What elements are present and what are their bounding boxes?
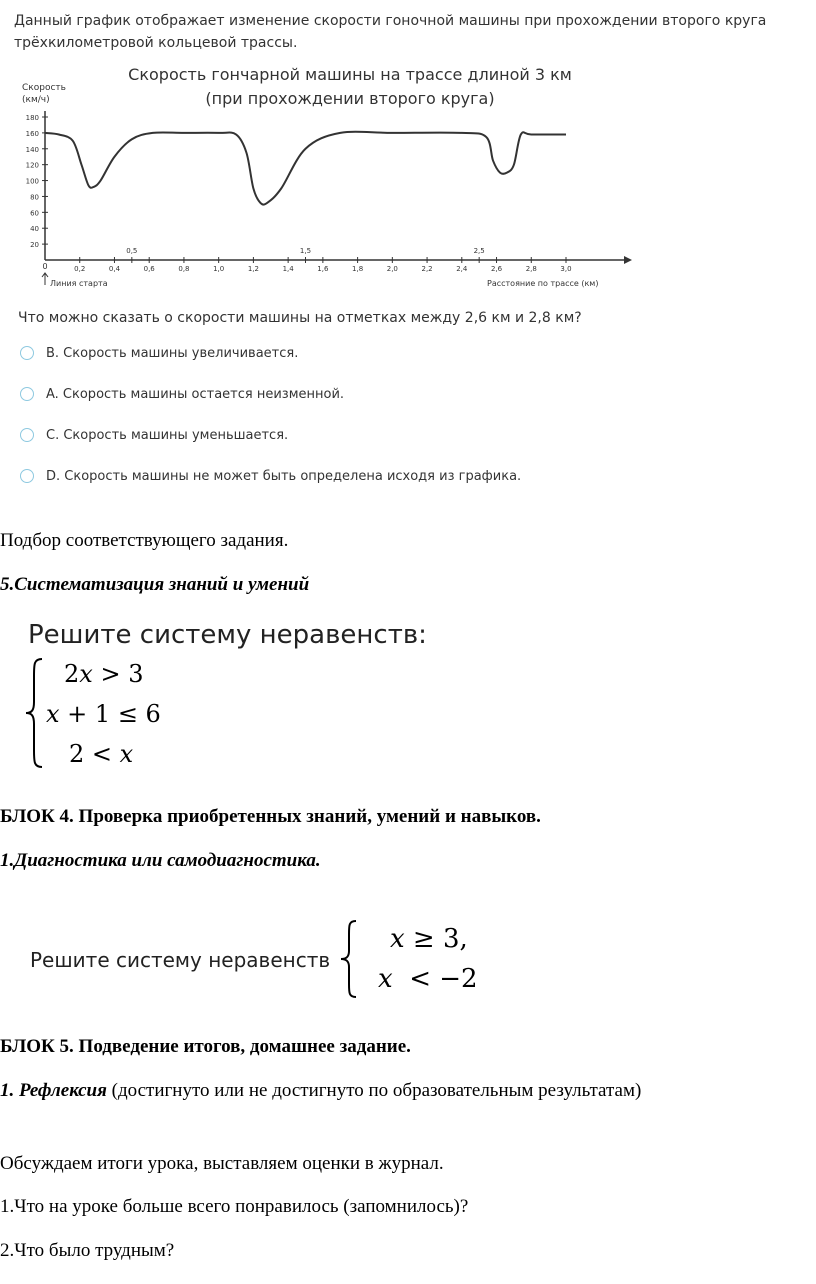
x-tick-label: 2,8 xyxy=(525,265,537,273)
task2-inequality-2: x < −2 xyxy=(378,964,478,994)
x-tick-label: 0,6 xyxy=(143,265,155,273)
x-tick-label: 1,2 xyxy=(247,265,259,273)
x-tick-label: 2,4 xyxy=(456,265,468,273)
task1-inequality-3: 2 < x xyxy=(69,740,134,768)
task1-inequality-1: 2x > 3 xyxy=(64,660,144,688)
radio-icon[interactable] xyxy=(20,469,34,483)
reflection-paragraph xyxy=(0,1076,760,1105)
x-tick-labels xyxy=(74,257,571,273)
y-tick-label: 120 xyxy=(25,161,39,170)
y-tick-label: 160 xyxy=(25,129,39,138)
x-tick-label: 0,4 xyxy=(108,265,121,273)
speed-chart xyxy=(0,55,816,295)
x-axis-arrow-icon xyxy=(624,256,632,264)
option-label: C. Скорость машины уменьшается. xyxy=(46,427,289,443)
task1-inequality-2: x + 1 ≤ 6 xyxy=(46,700,161,728)
section5-heading: 5.Систематизация знаний и умений xyxy=(0,574,310,595)
option-c[interactable] xyxy=(20,425,288,445)
x-tick-label: 3,0 xyxy=(560,265,572,273)
chart-subtitle: (при прохождении второго круга) xyxy=(205,89,495,108)
block4-heading: БЛОК 4. Проверка приобретенных знаний, умений и навыков. xyxy=(0,806,541,827)
x-upper-tick-label: 0,5 xyxy=(126,247,138,255)
origin-label: 0 xyxy=(42,262,48,271)
x-tick-label: 0,2 xyxy=(74,265,86,273)
reflection-label: 1. Рефлексия xyxy=(0,1080,107,1101)
option-label: A. Скорость машины остается неизменной. xyxy=(46,386,345,402)
y-tick-label: 40 xyxy=(30,225,39,234)
y-tick-label: 20 xyxy=(30,241,39,250)
radio-icon[interactable] xyxy=(20,346,34,360)
question-1: 1.Что на уроке больше всего понравилось (запомнилось)? xyxy=(0,1196,469,1217)
start-line-label: Линия старта xyxy=(50,279,108,288)
diagnostics-heading: 1.Диагностика или самодиагностика. xyxy=(0,850,321,871)
y-tick-label: 60 xyxy=(30,209,39,218)
block5-heading: БЛОК 5. Подведение итогов, домашнее задание. xyxy=(0,1036,411,1057)
chart-series xyxy=(45,132,566,205)
chart-title: Скорость гончарной машины на трассе длиной 3 км xyxy=(128,65,572,84)
x-tick-label: 2,6 xyxy=(490,265,503,273)
task1-title: Решите систему неравенств: xyxy=(28,620,427,650)
x-tick-label: 1,4 xyxy=(282,265,294,273)
intro-text: Данный график отображает изменение скорости гоночной машины при прохождении второго круга трёхкилометровой кольцевой трассы. xyxy=(14,13,767,51)
x-tick-label: 0,8 xyxy=(178,265,190,273)
x-axis-label: Расстояние по трассе (км) xyxy=(487,279,599,288)
x-upper-tick-label: 1,5 xyxy=(299,247,312,255)
question-text: Что можно сказать о скорости машины на отметках между 2,6 км и 2,8 км? xyxy=(18,310,582,326)
radio-icon[interactable] xyxy=(20,387,34,401)
x-tick-label: 1,6 xyxy=(317,265,329,273)
task2-brace-icon xyxy=(336,918,360,1000)
option-label: D. Скорость машины не может быть определена исходя из графика. xyxy=(46,468,522,484)
task2-title: Решите систему неравенств xyxy=(30,948,331,972)
y-axis-label: Скорость xyxy=(22,83,66,93)
option-a[interactable] xyxy=(20,384,344,404)
task1-brace-icon xyxy=(22,656,46,770)
y-tick-label: 100 xyxy=(25,177,39,186)
reflection-text: (достигнуто или не достигнуто по образовательным результатам) xyxy=(106,1080,642,1101)
y-tick-label: 80 xyxy=(30,193,39,202)
discussion-paragraph: Обсуждаем итоги урока, выставляем оценки в журнал. xyxy=(0,1153,444,1174)
radio-icon[interactable] xyxy=(20,428,34,442)
series-line-0 xyxy=(45,132,566,205)
question-2: 2.Что было трудным? xyxy=(0,1240,175,1261)
x-tick-label: 2,2 xyxy=(421,265,433,273)
x-tick-label: 1,0 xyxy=(213,265,225,273)
x-tick-label: 2,0 xyxy=(386,265,398,273)
y-tick-label: 180 xyxy=(25,114,39,122)
start-arrow-icon xyxy=(42,273,48,285)
y-tick-label: 140 xyxy=(25,145,39,154)
option-d[interactable] xyxy=(20,466,521,486)
option-label: B. Скорость машины увеличивается. xyxy=(46,345,299,361)
x-upper-tick-label: 2,5 xyxy=(473,247,485,255)
x-tick-label: 1,8 xyxy=(352,265,364,273)
y-axis-unit: (км/ч) xyxy=(22,95,50,105)
task2-inequality-1: x ≥ 3, xyxy=(390,924,468,954)
option-b[interactable] xyxy=(20,343,298,363)
selection-paragraph: Подбор соответствующего задания. xyxy=(0,530,289,551)
